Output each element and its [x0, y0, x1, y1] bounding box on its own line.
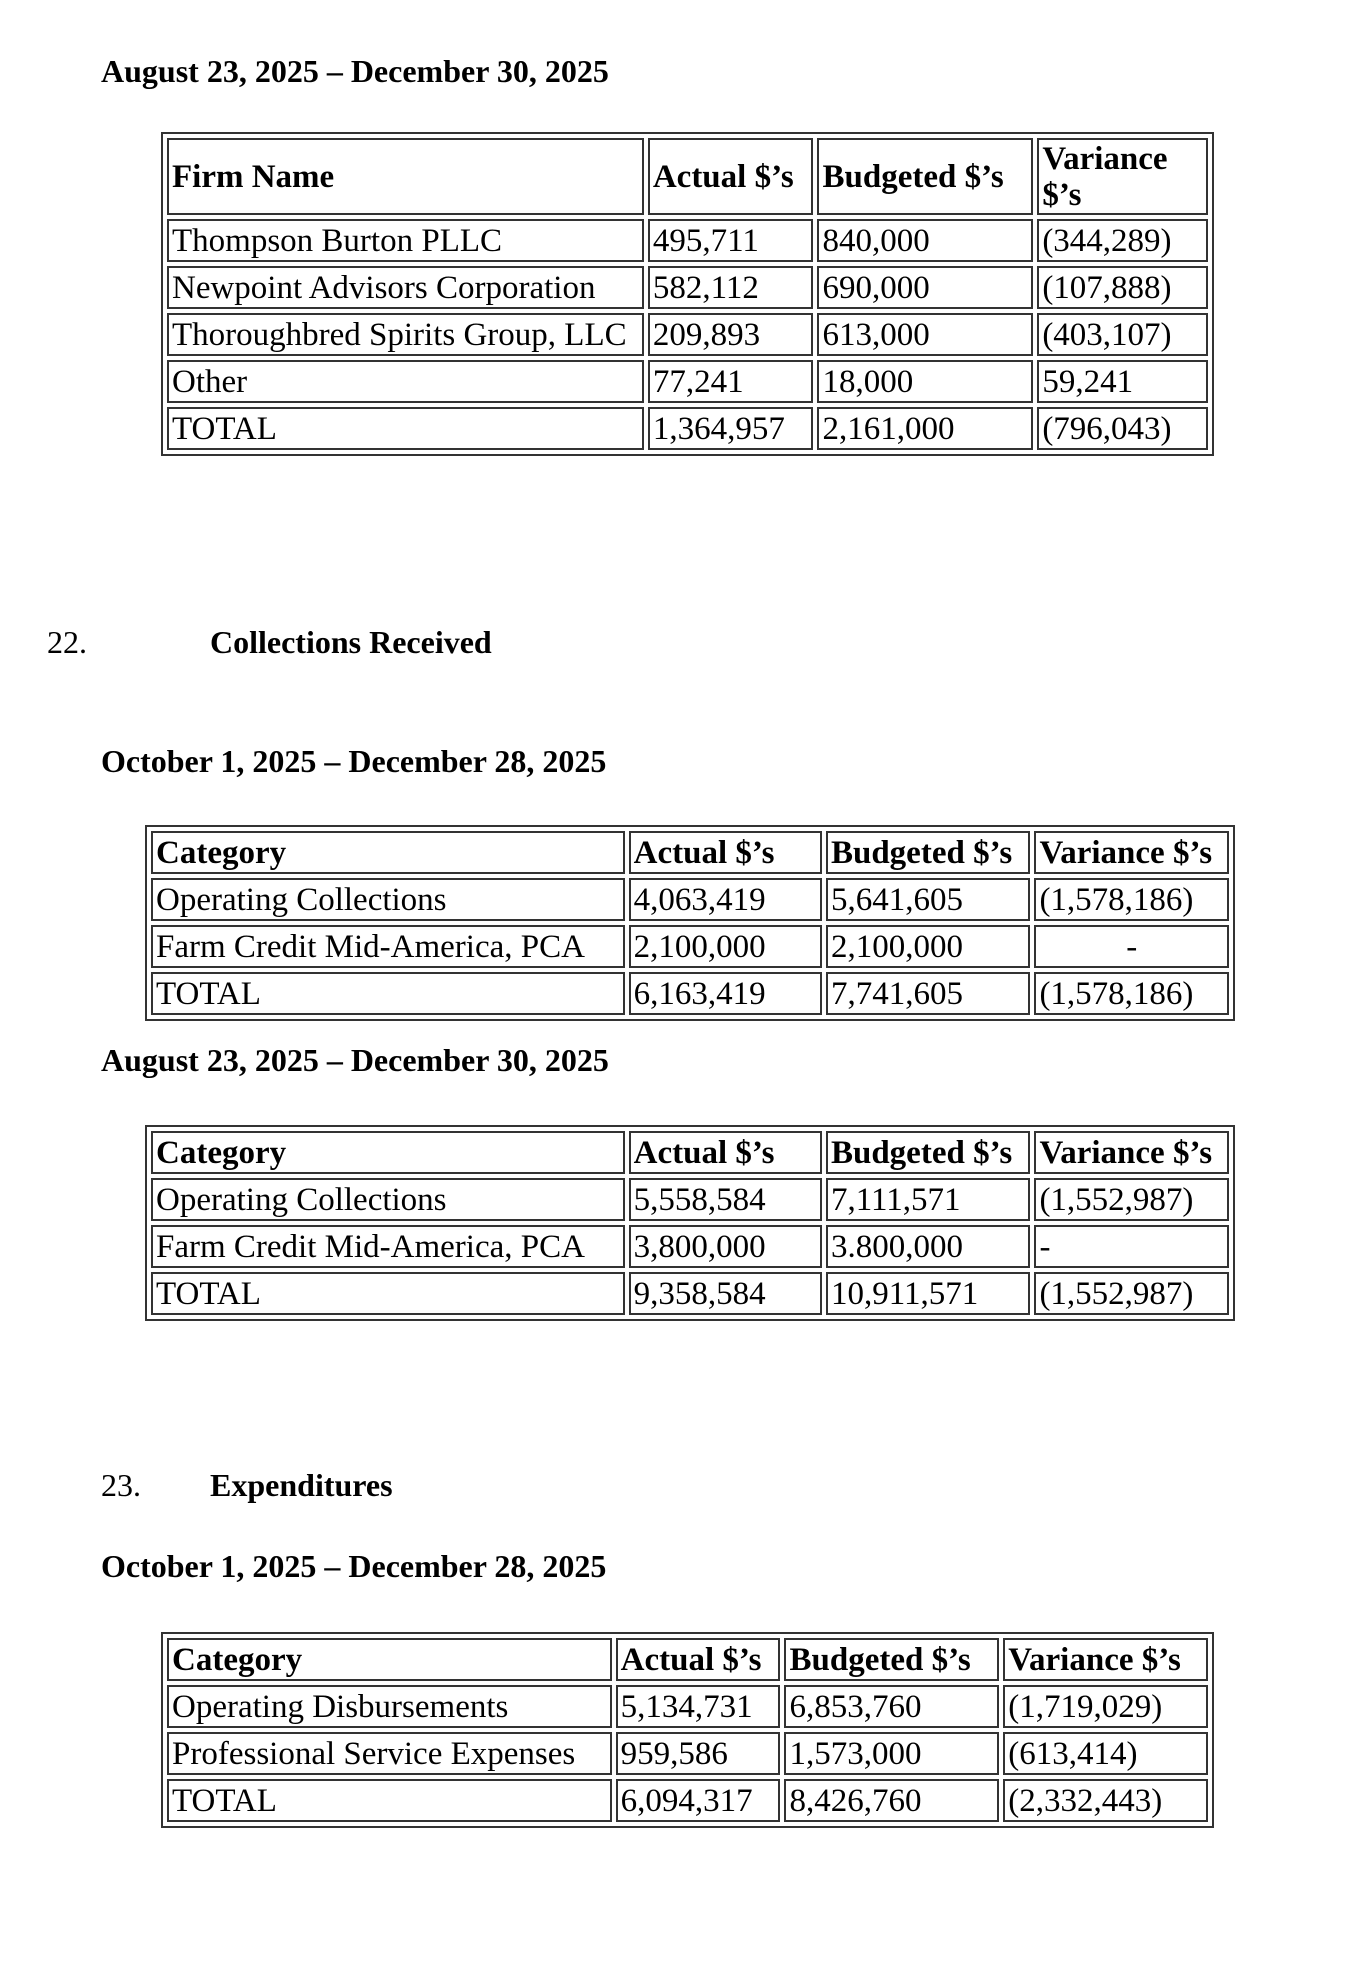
header-actual: Actual $’s — [629, 831, 822, 874]
variance-cell: (403,107) — [1037, 313, 1208, 356]
section-title: Expenditures — [210, 1467, 393, 1503]
actual-cell: 6,094,317 — [616, 1779, 781, 1822]
table-row — [151, 1178, 1229, 1221]
category-cell: Operating Disbursements — [167, 1685, 612, 1728]
table-row — [151, 878, 1229, 921]
variance-cell: (613,414) — [1003, 1732, 1208, 1775]
section-number: 23. — [101, 1467, 141, 1503]
header-firm-name: Firm Name — [167, 138, 644, 215]
header-actual: Actual $’s — [648, 138, 814, 215]
table-row-total — [151, 972, 1229, 1015]
table-row — [167, 219, 1208, 262]
header-actual: Actual $’s — [616, 1638, 781, 1681]
category-cell: TOTAL — [151, 972, 625, 1015]
expenditures-table — [161, 1632, 1214, 1828]
variance-cell: (344,289) — [1037, 219, 1208, 262]
budgeted-cell: 2,100,000 — [826, 925, 1030, 968]
budgeted-cell: 7,111,571 — [826, 1178, 1030, 1221]
date-range-heading: October 1, 2025 – December 28, 2025 — [101, 743, 607, 779]
actual-cell: 209,893 — [648, 313, 814, 356]
header-variance: Variance $’s — [1037, 138, 1208, 215]
header-category: Category — [151, 831, 625, 874]
firm-name-cell: TOTAL — [167, 407, 644, 450]
budgeted-cell: 10,911,571 — [826, 1272, 1030, 1315]
actual-cell: 3,800,000 — [629, 1225, 822, 1268]
header-budgeted: Budgeted $’s — [817, 138, 1033, 215]
budgeted-cell: 8,426,760 — [784, 1779, 999, 1822]
table-row — [167, 360, 1208, 403]
table-row — [167, 1685, 1208, 1728]
actual-cell: 495,711 — [648, 219, 814, 262]
date-range-heading: August 23, 2025 – December 30, 2025 — [101, 53, 609, 89]
section-number: 22. — [47, 624, 87, 660]
variance-cell: (2,332,443) — [1003, 1779, 1208, 1822]
actual-cell: 77,241 — [648, 360, 814, 403]
actual-cell: 5,558,584 — [629, 1178, 822, 1221]
table-row-total — [167, 1779, 1208, 1822]
date-range-heading: October 1, 2025 – December 28, 2025 — [101, 1548, 607, 1584]
actual-cell: 582,112 — [648, 266, 814, 309]
collections-table-aug-dec — [145, 1125, 1235, 1321]
budgeted-cell: 690,000 — [817, 266, 1033, 309]
header-variance: Variance $’s — [1003, 1638, 1208, 1681]
firm-name-cell: Newpoint Advisors Corporation — [167, 266, 644, 309]
budgeted-cell: 3.800,000 — [826, 1225, 1030, 1268]
table-row — [167, 266, 1208, 309]
table-header-row — [151, 1131, 1229, 1174]
budgeted-cell: 840,000 — [817, 219, 1033, 262]
table-row — [167, 313, 1208, 356]
actual-cell: 1,364,957 — [648, 407, 814, 450]
category-cell: TOTAL — [151, 1272, 625, 1315]
actual-cell: 6,163,419 — [629, 972, 822, 1015]
category-cell: TOTAL — [167, 1779, 612, 1822]
actual-cell: 4,063,419 — [629, 878, 822, 921]
category-cell: Farm Credit Mid-America, PCA — [151, 1225, 625, 1268]
header-category: Category — [151, 1131, 625, 1174]
firm-name-cell: Thompson Burton PLLC — [167, 219, 644, 262]
table-row-total — [151, 1272, 1229, 1315]
budgeted-cell: 5,641,605 — [826, 878, 1030, 921]
date-range-heading: August 23, 2025 – December 30, 2025 — [101, 1042, 609, 1078]
budgeted-cell: 18,000 — [817, 360, 1033, 403]
variance-cell: (1,552,987) — [1034, 1272, 1229, 1315]
header-budgeted: Budgeted $’s — [826, 1131, 1030, 1174]
firm-budget-table — [161, 132, 1214, 456]
category-cell: Operating Collections — [151, 1178, 625, 1221]
variance-cell: (1,578,186) — [1034, 878, 1229, 921]
category-cell: Operating Collections — [151, 878, 625, 921]
header-budgeted: Budgeted $’s — [784, 1638, 999, 1681]
category-cell: Farm Credit Mid-America, PCA — [151, 925, 625, 968]
variance-cell: - — [1034, 925, 1229, 968]
variance-cell: (1,578,186) — [1034, 972, 1229, 1015]
table-header-row — [167, 138, 1208, 215]
table-header-row — [151, 831, 1229, 874]
header-category: Category — [167, 1638, 612, 1681]
table-row — [167, 1732, 1208, 1775]
header-variance: Variance $’s — [1034, 1131, 1229, 1174]
actual-cell: 959,586 — [616, 1732, 781, 1775]
firm-name-cell: Other — [167, 360, 644, 403]
budgeted-cell: 7,741,605 — [826, 972, 1030, 1015]
actual-cell: 5,134,731 — [616, 1685, 781, 1728]
variance-cell: (796,043) — [1037, 407, 1208, 450]
header-budgeted: Budgeted $’s — [826, 831, 1030, 874]
table-row — [151, 925, 1229, 968]
table-row-total — [167, 407, 1208, 450]
header-actual: Actual $’s — [629, 1131, 822, 1174]
collections-table-oct-dec — [145, 825, 1235, 1021]
variance-cell: (107,888) — [1037, 266, 1208, 309]
budgeted-cell: 2,161,000 — [817, 407, 1033, 450]
actual-cell: 9,358,584 — [629, 1272, 822, 1315]
budgeted-cell: 6,853,760 — [784, 1685, 999, 1728]
variance-cell: - — [1034, 1225, 1229, 1268]
section-title: Collections Received — [210, 624, 492, 660]
firm-name-cell: Thoroughbred Spirits Group, LLC — [167, 313, 644, 356]
variance-cell: (1,719,029) — [1003, 1685, 1208, 1728]
header-variance: Variance $’s — [1034, 831, 1229, 874]
budgeted-cell: 613,000 — [817, 313, 1033, 356]
table-row — [151, 1225, 1229, 1268]
table-header-row — [167, 1638, 1208, 1681]
category-cell: Professional Service Expenses — [167, 1732, 612, 1775]
variance-cell: 59,241 — [1037, 360, 1208, 403]
variance-cell: (1,552,987) — [1034, 1178, 1229, 1221]
budgeted-cell: 1,573,000 — [784, 1732, 999, 1775]
actual-cell: 2,100,000 — [629, 925, 822, 968]
